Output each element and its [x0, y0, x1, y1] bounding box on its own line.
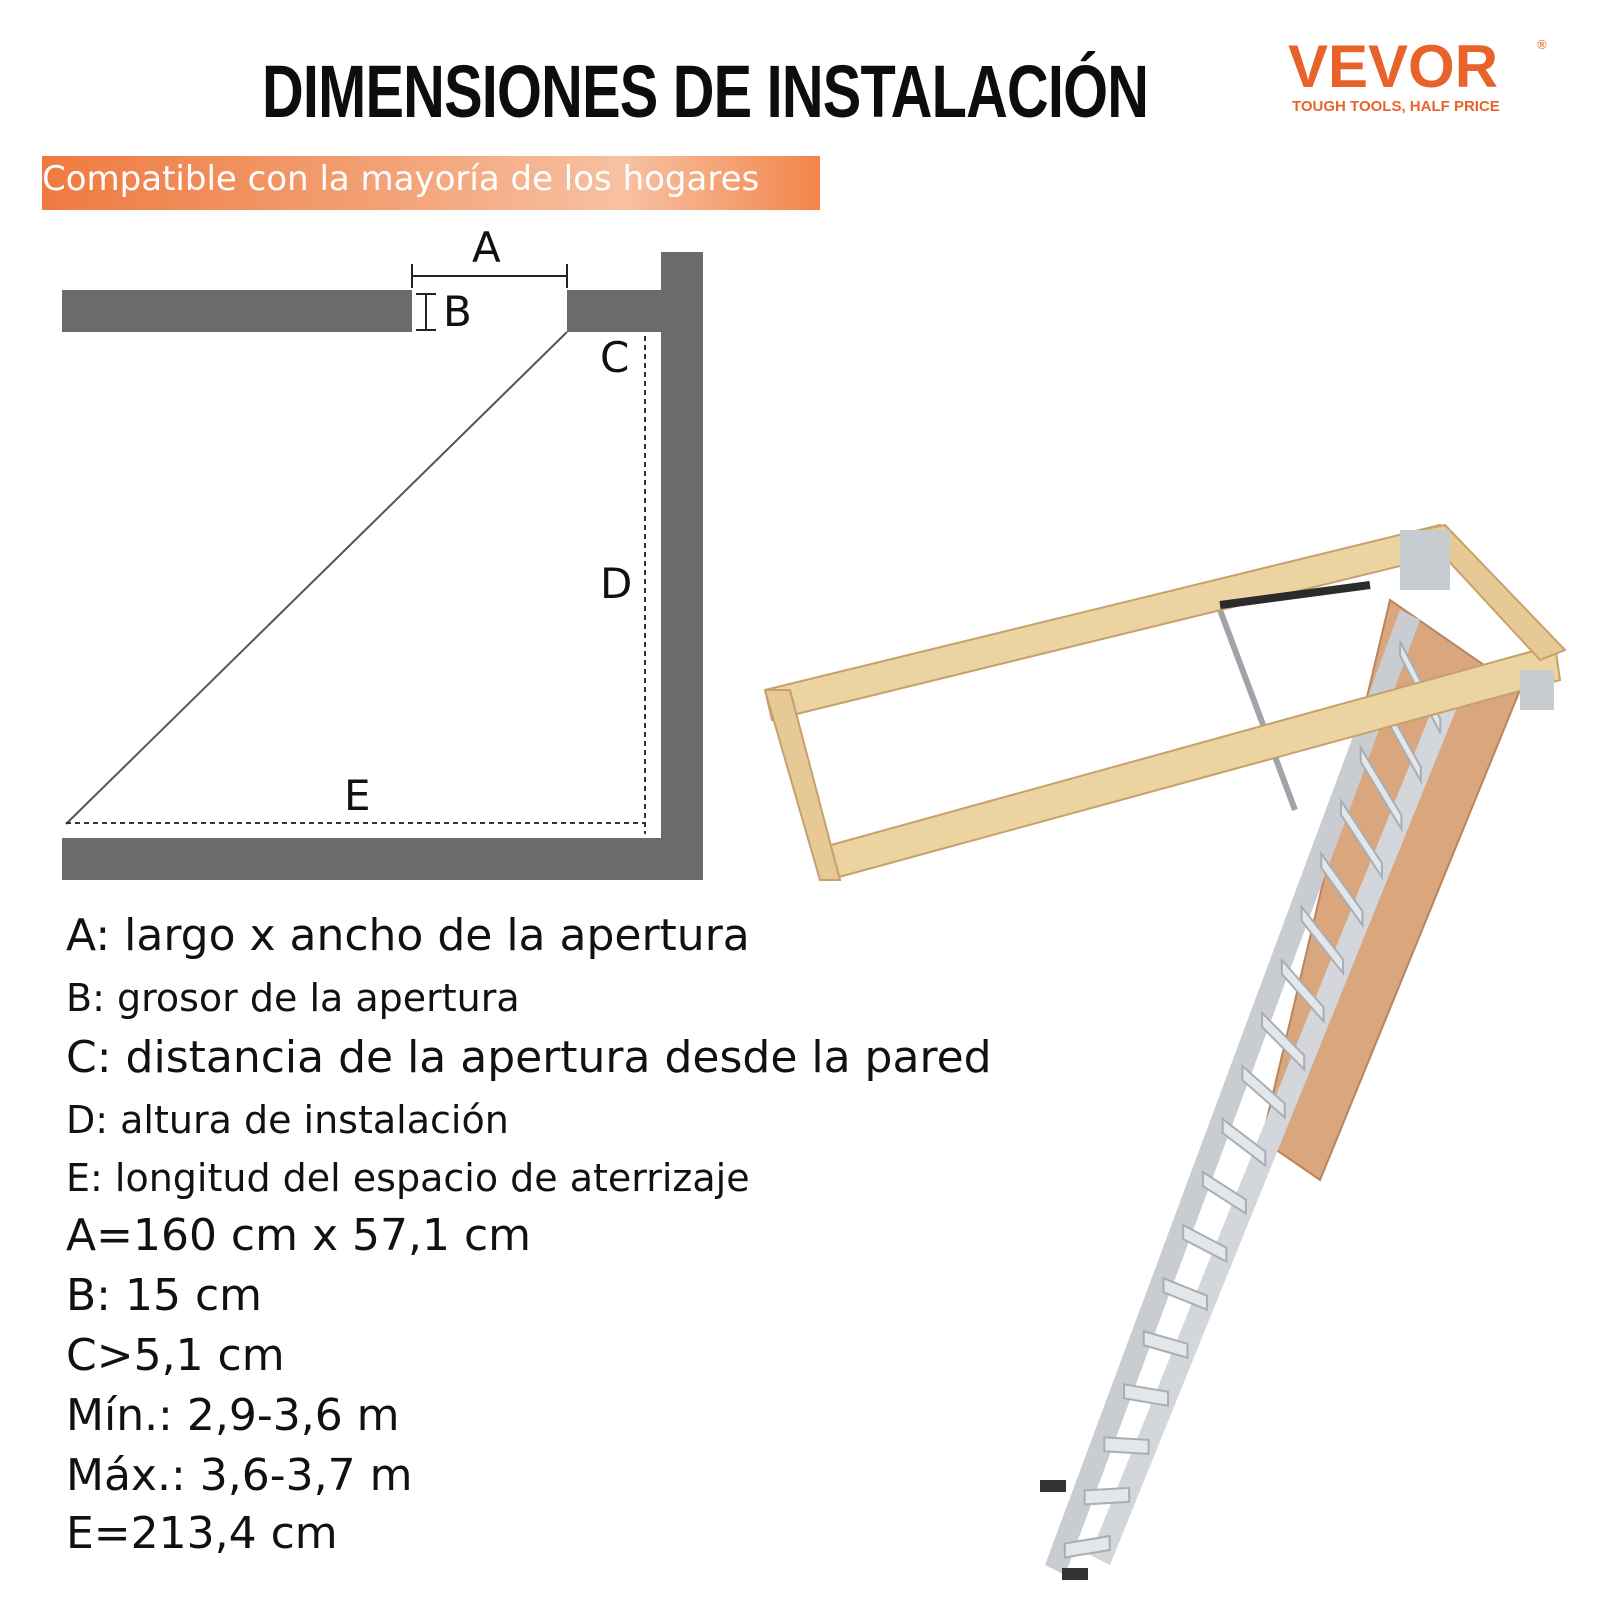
brand-tagline: TOUGH TOOLS, HALF PRICE — [1292, 98, 1500, 115]
label-c: C — [600, 333, 630, 382]
spec-b: B: 15 cm — [66, 1270, 263, 1321]
ceiling-left — [62, 290, 412, 332]
floor — [62, 838, 703, 880]
frame-bracket — [1520, 670, 1554, 710]
installation-diagram — [0, 220, 720, 900]
brand-logo — [1288, 32, 1548, 122]
registered-mark: ® — [1536, 38, 1548, 52]
label-e: E — [344, 771, 371, 820]
brand-name: VEVOR — [1288, 33, 1499, 100]
page-title: DIMENSIONES DE INSTALACIÓN — [262, 50, 1149, 133]
legend-b: B: grosor de la apertura — [66, 976, 520, 1020]
ladder-rung — [1104, 1437, 1148, 1454]
label-b: B — [443, 287, 472, 336]
spec-d-max: Máx.: 3,6-3,7 m — [66, 1450, 413, 1501]
legend-c: C: distancia de la apertura desde la pared — [66, 1032, 992, 1083]
spec-c: C>5,1 cm — [66, 1330, 285, 1381]
legend-d: D: altura de instalación — [66, 1098, 509, 1142]
frame-bracket — [1400, 530, 1450, 590]
ladder-rung — [1183, 1225, 1226, 1262]
legend-e: E: longitud del espacio de aterrizaje — [66, 1156, 750, 1200]
ladder-foot — [1062, 1568, 1088, 1580]
ladder-diagonal — [66, 332, 567, 824]
spec-d-min: Mín.: 2,9-3,6 m — [66, 1390, 400, 1441]
compatibility-banner — [42, 156, 820, 210]
spec-e: E=213,4 cm — [66, 1508, 338, 1559]
hinge-arm — [1220, 610, 1295, 810]
wall — [661, 252, 703, 880]
ladder-foot — [1040, 1480, 1066, 1492]
legend-a: A: largo x ancho de la apertura — [66, 910, 750, 961]
label-d: D — [600, 559, 633, 608]
banner-text: Compatible con la mayoría de los hogares — [42, 159, 760, 199]
attic-ladder-image — [760, 510, 1580, 1580]
ladder-rung — [1085, 1488, 1130, 1505]
spec-a: A=160 cm x 57,1 cm — [66, 1210, 532, 1261]
label-a: A — [472, 223, 501, 272]
